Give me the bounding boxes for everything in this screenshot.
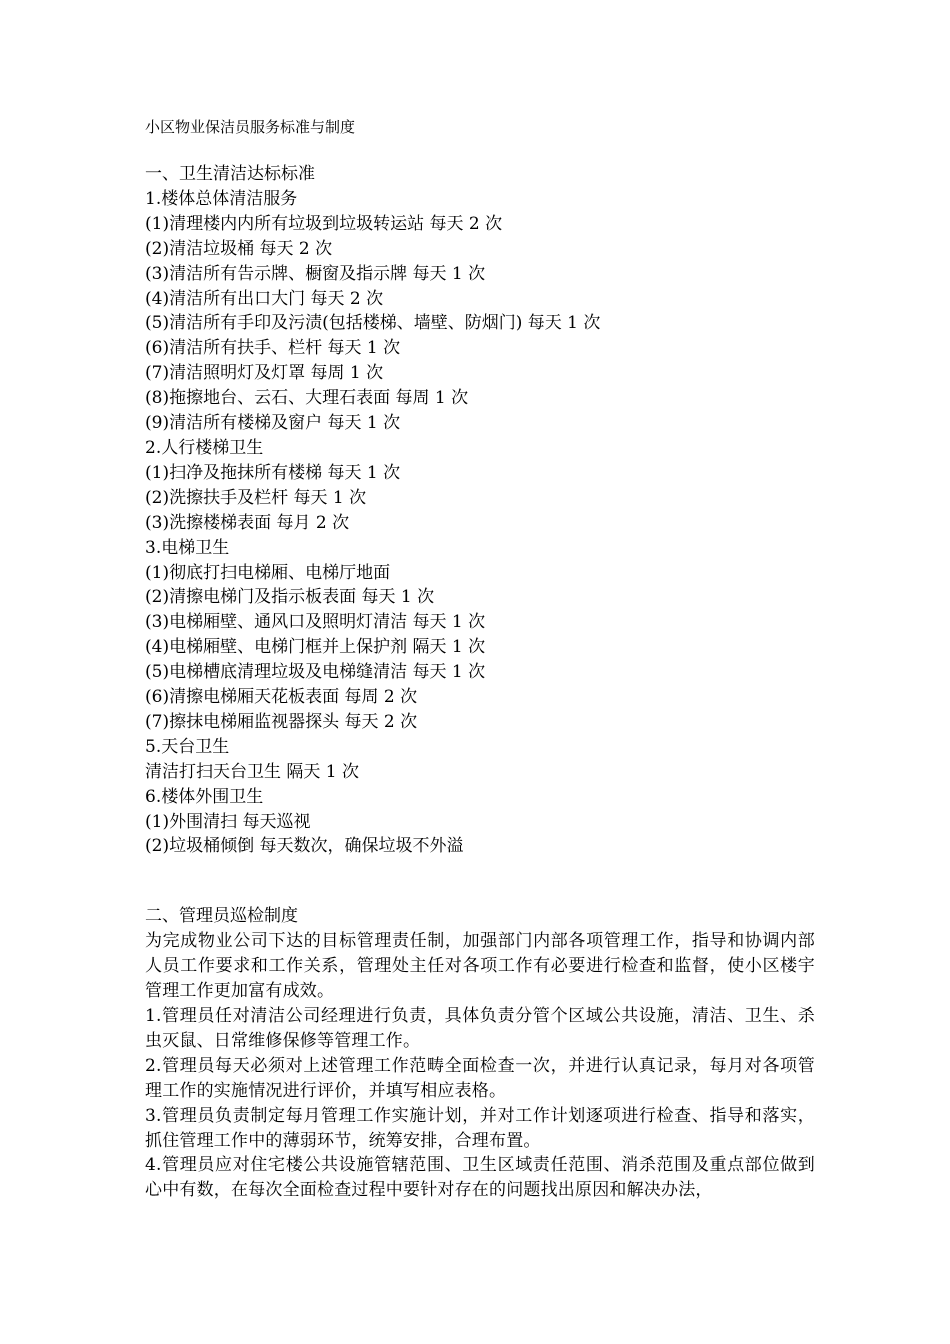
paragraph: 3.管理员负责制定每月管理工作实施计划，并对工作计划逐项进行检查、指导和落实，抓住管理工作中的薄弱环节，统筹安排，合理布置。 [145, 1105, 815, 1151]
list-item: (1)清理楼内内所有垃圾到垃圾转运站 每天 2 次 [145, 213, 503, 234]
list-item: 清洁打扫天台卫生 隔天 1 次 [145, 761, 360, 782]
list-item: (2)清擦电梯门及指示板表面 每天 1 次 [145, 587, 435, 608]
section-heading: 二、管理员巡检制度 [145, 906, 298, 927]
document-page [145, 112, 815, 1203]
list-item: (2)清洁垃圾桶 每天 2 次 [145, 238, 333, 259]
list-item: (6)清擦电梯厢天花板表面 每周 2 次 [145, 687, 418, 708]
list-item: (3)清洁所有告示牌、橱窗及指示牌 每天 1 次 [145, 263, 486, 284]
list-item: (3)洗擦楼梯表面 每月 2 次 [145, 512, 350, 533]
list-item: (8)拖擦地台、云石、大理石表面 每周 1 次 [145, 388, 469, 409]
list-item: (5)电梯槽底清理垃圾及电梯缝清洁 每天 1 次 [145, 662, 486, 683]
list-item: (7)清洁照明灯及灯罩 每周 1 次 [145, 363, 384, 384]
subsection-heading: 1.楼体总体清洁服务 [145, 188, 298, 209]
subsection-heading: 6.楼体外围卫生 [145, 786, 264, 807]
list-item: (1)外围清扫 每天巡视 [145, 811, 311, 832]
list-item: (6)清洁所有扶手、栏杆 每天 1 次 [145, 338, 401, 359]
list-item: (7)擦抹电梯厢监视器探头 每天 2 次 [145, 711, 418, 732]
section-inspection-system [145, 904, 815, 1203]
spacer [145, 142, 815, 162]
list-item: (5)清洁所有手印及污渍(包括楼梯、墙壁、防烟门) 每天 1 次 [145, 313, 601, 334]
list-item: (1)扫净及拖抹所有楼梯 每天 1 次 [145, 462, 401, 483]
list-item: (4)电梯厢壁、电梯门框并上保护剂 隔天 1 次 [145, 637, 486, 658]
paragraph: 1.管理员任对清洁公司经理进行负责，具体负责分管个区域公共设施，清洁、卫生、杀虫灭鼠、日常维修保修等管理工作。 [145, 1006, 815, 1051]
list-item: (1)彻底打扫电梯厢、电梯厅地面 [145, 562, 391, 583]
subsection-heading: 3.电梯卫生 [145, 537, 230, 558]
spacer [145, 859, 815, 904]
list-item: (2)洗擦扶手及栏杆 每天 1 次 [145, 487, 367, 508]
paragraph: 2.管理员每天必须对上述管理工作范畴全面检查一次，并进行认真记录，每月对各项管理工作的实施情况进行评价，并填写相应表格。 [145, 1055, 815, 1101]
section-hygiene-standards [145, 162, 815, 859]
list-item: (2)垃圾桶倾倒 每天数次，确保垃圾不外溢 [145, 836, 464, 857]
list-item: (3)电梯厢壁、通风口及照明灯清洁 每天 1 次 [145, 612, 486, 633]
document-title: 小区物业保洁员服务标准与制度 [145, 118, 356, 136]
section-heading: 一、卫生清洁达标标准 [145, 164, 315, 184]
subsection-heading: 2.人行楼梯卫生 [145, 437, 264, 458]
paragraph: 为完成物业公司下达的目标管理责任制，加强部门内部各项管理工作，指导和协调内部人员工作要求和工作关系，管理处主任对各项工作有必要进行检查和监督，使小区楼宇管理工作更加富有成效。 [145, 931, 815, 1002]
list-item: (4)清洁所有出口大门 每天 2 次 [145, 288, 384, 309]
subsection-heading: 5.天台卫生 [145, 736, 230, 757]
list-item: (9)清洁所有楼梯及窗户 每天 1 次 [145, 413, 401, 434]
paragraph: 4.管理员应对住宅楼公共设施管辖范围、卫生区域责任范围、消杀范围及重点部位做到心中有数，在每次全面检查过程中要针对存在的问题找出原因和解决办法， [145, 1155, 815, 1201]
